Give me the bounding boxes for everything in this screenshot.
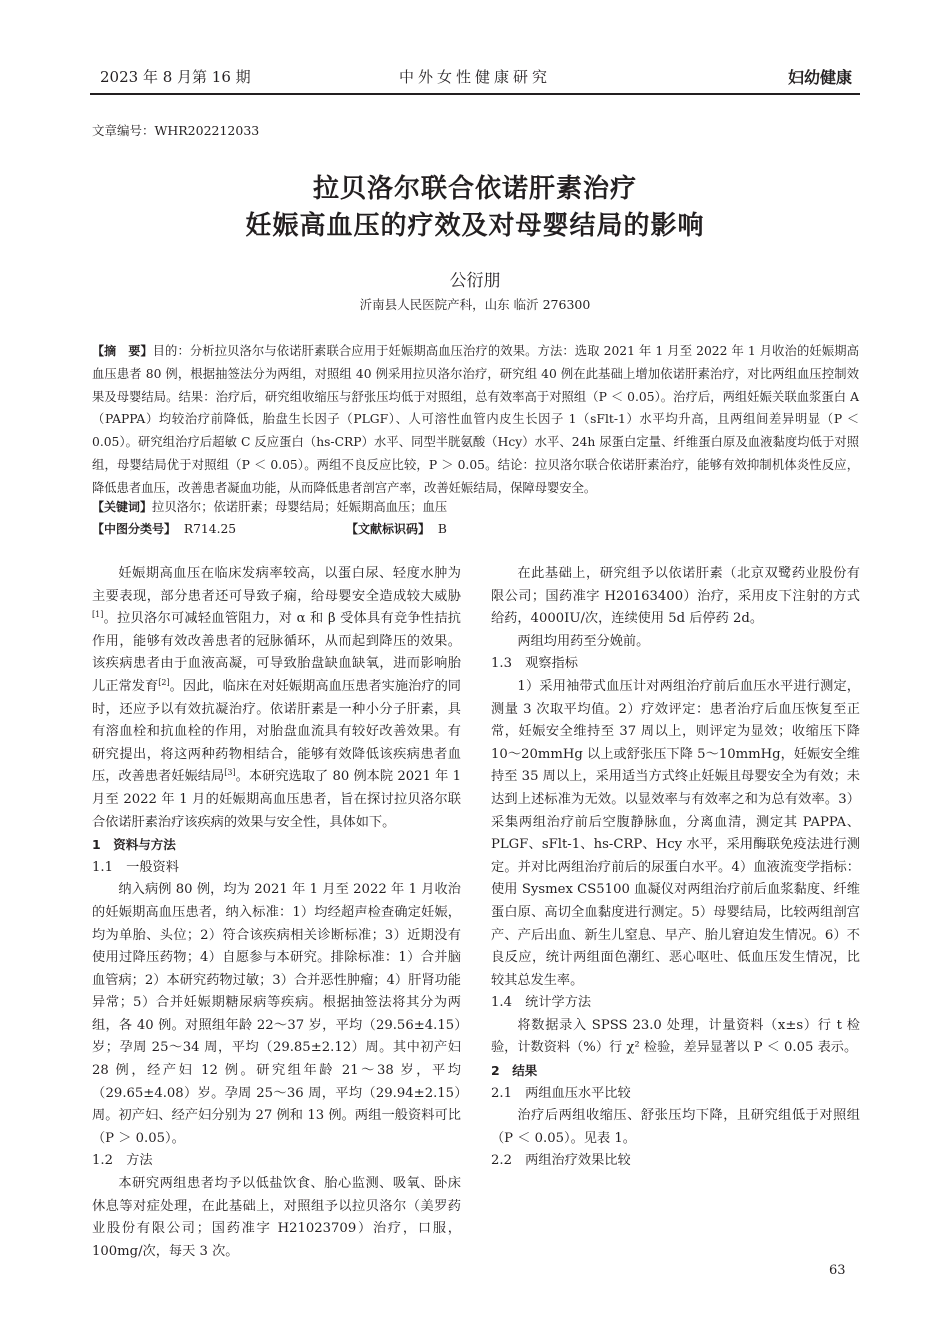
abstract-text: 目的：分析拉贝洛尔与依诺肝素联合应用于妊娠期高血压治疗的效果。方法：选取 2021 年 1 月至 2022 年 1 月收治的妊娠期高血压患者 80 例，根据抽签法分为两组，对照组 40 例采用拉贝洛尔治疗，研究组 40 例在此基础上增加依诺肝素治疗，对比两组血压控制效果及母婴结局。结果：治疗后，研究组收缩压与舒张压均低于对照组，总有效率高于对照组（P ＜ 0.05）。治疗后，两组妊娠关联血浆蛋白 A（PAPPA）均较治疗前降低，胎盘生长因子（PLGF）、人可溶性血管内皮生长因子 1（sFlt-1）水平均升高，且两组间差异明显（P ＜ 0.05）。研究组治疗后超敏 C 反应蛋白（hs-CRP）水平、同型半胱氨酸（Hcy）水平、24h 尿蛋白定量、纤维蛋白原及血液黏度均低于对照组，母婴结局优于对照组（P ＜ 0.05）。两组不良反应比较，P ＞ 0.05。结论：拉贝洛尔联合依诺肝素治疗，能够有效抑制机体炎性反应，降低患者血压，改善患者凝血功能，从而降低患者剖宫产率，改善妊娠结局，保障母婴安全。 (92, 344, 859, 495)
journal-name: 中外女性健康研究 (398, 68, 551, 86)
subsection-heading-2-1: 2.1 两组血压水平比较 (491, 1085, 631, 1101)
paragraph-statistics: 将数据录入 SPSS 23.0 处理，计量资料（x±s）行 t 检验，计数资料（%）行 χ² 检验，差异显著以 P ＜ 0.05 表示。 (491, 1017, 860, 1056)
keywords-label: 【关键词】 (92, 500, 153, 514)
paragraph-methods-duration: 两组均用药至分娩前。 (517, 633, 650, 649)
ref-1: [1] (92, 610, 104, 620)
abstract-label: 【摘 要】 (92, 344, 153, 358)
subsection-heading-1-1: 1.1 一般资料 (92, 859, 179, 875)
paragraph-indicators: 1）采用袖带式血压计对两组治疗前后血压水平进行测定，测量 3 次取平均值。2）疗效评定：患者治疗后血压恢复至正常，妊娠安全维持至 37 周以上，则评定为显效；收缩压下降 10～20mmHg 以上或舒张压下降 5～10mmHg，妊娠安全维持至 35 周以上，采用适当方式终止妊娠且母婴安全为有效；未达到上述标准为无效。以显效率与有效率之和为总有效率。3）采集两组治疗前后空腹静脉血，分离血清，测定其 PAPPA、PLGF、sFlt-1、hs-CRP、Hcy 水平，采用酶联免疫法进行测定。并对比两组治疗前后的尿蛋白水平。4）血液流变学指标：使用 Sysmex CS5100 血凝仪对两组治疗前后血浆黏度、纤维蛋白原、高切全血黏度进行测定。5）母婴结局，比较两组剖宫产、产后出血、新生儿窒息、早产、胎儿窘迫发生情况。6）不良反应，统计两组面色潮红、恶心呕吐、低血压发生情况，比较其总发生率。 (491, 678, 860, 988)
subsection-heading-1-2: 1.2 方法 (92, 1153, 153, 1169)
intro-text-4: 。本研究选取了 80 例本院 2021 年 1 月至 2022 年 1 月的妊娠期高血压患者，旨在探讨拉贝洛尔联合依诺肝素治疗该疾病的效果与安全性，具体如下。 (92, 769, 462, 830)
header-rule (90, 93, 860, 95)
ref-2: [2] (158, 677, 170, 687)
section-heading-1: 1 资料与方法 (92, 837, 176, 853)
classification-label: 【中图分类号】 (92, 522, 177, 536)
doc-code-value: B (437, 522, 447, 536)
classification-value: R714.25 (183, 522, 237, 536)
issue-label: 2023 年 8 月第 16 期 (100, 68, 251, 86)
section-heading-2: 2 结果 (491, 1063, 538, 1079)
abstract (92, 340, 859, 500)
title-line-1: 拉贝洛尔联合依诺肝素治疗 (312, 174, 637, 204)
body-column-left (92, 563, 461, 1263)
author-affiliation: 沂南县人民医院产科，山东 临沂 276300 (359, 297, 591, 312)
author-name: 公衍朋 (449, 271, 501, 291)
subsection-heading-2-2: 2.2 两组治疗效果比较 (491, 1153, 631, 1169)
ref-3: [3] (224, 768, 236, 778)
keywords (92, 497, 447, 515)
paragraph-methods-study: 在此基础上，研究组予以依诺肝素（北京双鹭药业股份有限公司；国药准字 H20163400）治疗，采用皮下注射的方式给药，4000IU/次，连续使用 5d 后停药 2d。 (491, 566, 860, 627)
paragraph-intro (92, 563, 461, 834)
document-code (346, 520, 447, 537)
paragraph-general-data: 纳入病例 80 例，均为 2021 年 1 月至 2022 年 1 月收治的妊娠期高血压患者，纳入标准：1）均经超声检查确定妊娠，均为单胎、头位；2）符合该疾病相关诊断标准；3）近期没有使用过降压药物；4）自愿参与本研究。排除标准：1）合并脑血管病；2）本研究药物过敏；3）合并恶性肿瘤；4）肝肾功能异常；5）合并妊娠期糖尿病等疾病。根据抽签法将其分为两组，各 40 例。对照组年龄 22～37 岁，平均（29.56±4.15）岁；孕周 25～34 周，平均（29.85±2.12）周。其中初产妇 28 例，经产妇 12 例。研究组年龄 21～38 岁，平均（29.65±4.08）岁。孕周 25～36 周，平均（29.94±2.15）周。初产妇、经产妇分别为 27 例和 13 例。两组一般资料可比（P ＞ 0.05）。 (92, 882, 461, 1146)
section-label: 妇幼健康 (787, 68, 852, 87)
article-number: 文章编号：WHR202212033 (92, 123, 260, 138)
classification-number (92, 520, 236, 537)
keywords-text: 拉贝洛尔；依诺肝素；母婴结局；妊娠期高血压；血压 (152, 500, 448, 514)
body-column-right (491, 563, 860, 1173)
subsection-heading-1-4: 1.4 统计学方法 (491, 995, 592, 1011)
subsection-heading-1-3: 1.3 观察指标 (491, 656, 578, 672)
running-header (90, 56, 860, 94)
intro-text-1: 妊娠期高血压在临床发病率较高，以蛋白尿、轻度水肿为主要表现，部分患者还可导致子痫，给母婴安全造成较大威胁 (92, 566, 461, 604)
doc-code-label: 【文献标识码】 (346, 522, 431, 536)
title-line-2: 妊娠高血压的疗效及对母婴结局的影响 (245, 211, 705, 241)
intro-text-3: 。因此，临床在对妊娠期高血压患者实施治疗的同时，还应予以有效抗凝治疗。依诺肝素是一种小分子肝素，具有溶血栓和抗血栓的作用，对胎盘血流具有较好改善效果。有研究提出，将这两种药物相结合，能够有效降低该疾病患者血压，改善患者妊娠结局 (92, 678, 461, 785)
intro-text-2: 。拉贝洛尔可减轻血管阻力，对 α 和 β 受体具有竞争性拮抗作用，能够有效改善患者的冠脉循环，从而起到降压的效果。该疾病患者由于血液高凝，可导致胎盘缺血缺氧，进而影响胎儿正常发育 (92, 611, 461, 694)
paragraph-results-bp: 治疗后两组收缩压、舒张压均下降，且研究组低于对照组（P ＜ 0.05）。见表 1。 (491, 1108, 860, 1146)
page-number: 63 (829, 1263, 846, 1278)
paragraph-methods: 本研究两组患者均予以低盐饮食、胎心监测、吸氧、卧床休息等对症处理，在此基础上，对照组予以拉贝洛尔（美罗药业股份有限公司；国药准字 H21023709）治疗，口服，100mg/次，每天 3 次。 (92, 1176, 461, 1259)
